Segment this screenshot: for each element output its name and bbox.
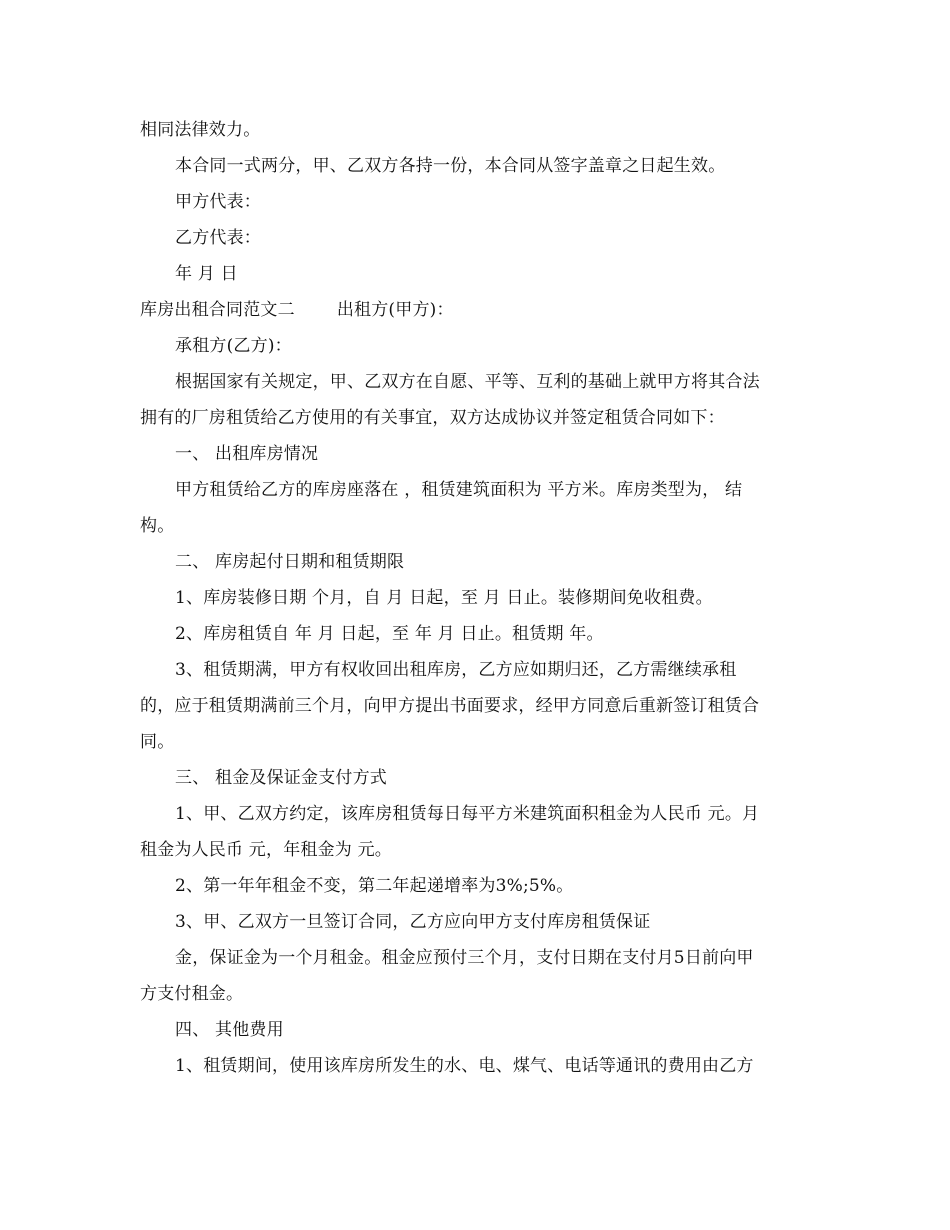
- paragraph-line: 3、租赁期满，甲方有权收回出租库房，乙方应如期归还，乙方需继续承租: [175, 660, 737, 680]
- paragraph-line: 3、甲、乙双方一旦签订合同，乙方应向甲方支付库房租赁保证: [175, 912, 651, 932]
- section-heading: 一、 出租库房情况: [175, 444, 319, 464]
- paragraph-line: 构。: [140, 516, 175, 536]
- paragraph-line: 的，应于租赁期满前三个月，向甲方提出书面要求，经甲方同意后重新签订租赁合: [140, 696, 760, 716]
- section-title: 库房出租合同范文二: [140, 300, 295, 320]
- paragraph-line: 甲方租赁给乙方的库房座落在 ，租赁建筑面积为 平方米。库房类型为， 结: [175, 480, 743, 500]
- paragraph-line: 1、甲、乙双方约定，该库房租赁每日每平方米建筑面积租金为人民币 元。月: [175, 804, 760, 824]
- contract-heading-line: [140, 292, 812, 328]
- paragraph-line: 相同法律效力。: [140, 120, 261, 140]
- date-placeholder: 年 月 日: [175, 264, 238, 284]
- paragraph-line: 同。: [140, 732, 175, 752]
- paragraph-line: 租金为人民币 元，年租金为 元。: [140, 840, 393, 860]
- document-body: [140, 112, 812, 1084]
- paragraph-line: 1、库房装修日期 个月，自 月 日起，至 月 日止。装修期间免收租费。: [175, 588, 713, 608]
- lessor-label: 出租方(甲方)：: [336, 300, 454, 320]
- paragraph-line: 根据国家有关规定，甲、乙双方在自愿、平等、互利的基础上就甲方将其合法: [175, 372, 760, 392]
- paragraph-line: 1、租赁期间，使用该库房所发生的水、电、煤气、电话等通讯的费用由乙方: [175, 1056, 754, 1076]
- paragraph-line: 2、第一年年租金不变，第二年起递增率为3%;5%。: [175, 876, 574, 896]
- section-heading: 四、 其他费用: [175, 1020, 284, 1040]
- paragraph-line: 2、库房租赁自 年 月 日起，至 年 月 日止。租赁期 年。: [175, 624, 604, 644]
- section-heading: 二、 库房起付日期和租赁期限: [175, 552, 405, 572]
- paragraph-line: 方支付租金。: [140, 984, 244, 1004]
- paragraph-line: 本合同一式两分，甲、乙双方各持一份，本合同从签字盖章之日起生效。: [175, 156, 726, 176]
- lessee-label: 承租方(乙方)：: [175, 336, 292, 356]
- paragraph-line: 拥有的厂房租赁给乙方使用的有关事宜，双方达成协议并签定租赁合同如下：: [140, 408, 725, 428]
- party-a-representative-label: 甲方代表：: [175, 192, 261, 212]
- paragraph-line: 金，保证金为一个月租金。租金应预付三个月，支付日期在支付月5日前向甲: [175, 948, 754, 968]
- section-heading: 三、 租金及保证金支付方式: [175, 768, 388, 788]
- party-b-representative-label: 乙方代表：: [175, 228, 261, 248]
